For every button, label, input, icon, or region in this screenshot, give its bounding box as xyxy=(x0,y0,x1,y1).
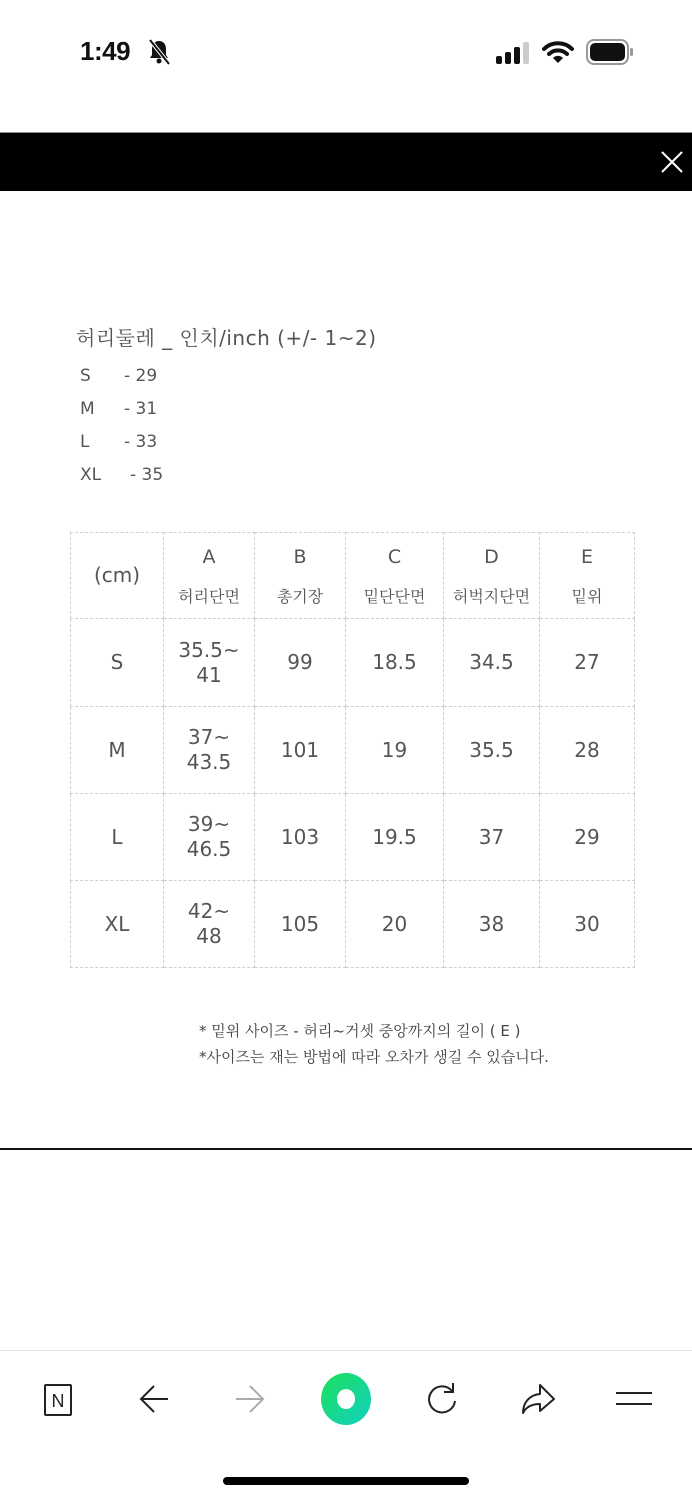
range-start: 37~ xyxy=(187,725,231,749)
menu-icon xyxy=(614,1379,654,1419)
waist-row xyxy=(80,399,280,432)
cell-c: 19 xyxy=(346,707,444,794)
naver-n-icon xyxy=(43,1379,73,1419)
arrow-right-icon xyxy=(232,1381,268,1417)
note-rise: * 밑위 사이즈 - 허리~거셋 중앙까지의 길이 ( E ) xyxy=(199,1022,521,1040)
waist-size: M xyxy=(80,399,95,419)
waist-size: L xyxy=(80,432,90,452)
table-row xyxy=(71,707,635,794)
size-cell: XL xyxy=(71,881,164,968)
range-start: 35.5~ xyxy=(178,637,240,662)
range-end: 46.5 xyxy=(186,837,232,861)
column-label: 밑단단면 xyxy=(363,586,426,606)
cell-c: 20 xyxy=(346,881,444,968)
range-start: 39~ xyxy=(187,812,231,836)
bell-slash-icon xyxy=(147,38,171,66)
cell-a xyxy=(164,707,255,794)
svg-text:N: N xyxy=(51,1391,65,1411)
cell-b: 99 xyxy=(255,619,346,707)
note-measurement: *사이즈는 재는 방법에 따라 오차가 생길 수 있습니다. xyxy=(199,1048,549,1066)
cell-b: 103 xyxy=(255,794,346,881)
share-button[interactable] xyxy=(510,1371,566,1427)
size-cell: L xyxy=(71,794,164,881)
size-table xyxy=(70,532,635,968)
waist-row xyxy=(80,432,280,465)
table-row xyxy=(71,794,635,881)
green-dot-button[interactable] xyxy=(318,1371,374,1427)
waist-size: S xyxy=(80,366,91,386)
cell-c: 18.5 xyxy=(346,619,444,707)
column-letter: E xyxy=(580,545,593,568)
status-bar xyxy=(0,0,692,100)
cell-a xyxy=(164,881,255,968)
wifi-icon xyxy=(542,40,574,64)
range-end: 41 xyxy=(196,662,222,687)
modal-header-bar xyxy=(0,132,692,191)
column-letter: D xyxy=(484,545,499,568)
header-cell xyxy=(346,533,444,619)
cell-e: 28 xyxy=(540,707,635,794)
range-start: 42~ xyxy=(187,899,231,923)
menu-button[interactable] xyxy=(606,1371,662,1427)
waist-value: - 29 xyxy=(124,366,158,386)
cell-b: 105 xyxy=(255,881,346,968)
reload-icon xyxy=(422,1379,462,1419)
cell-d: 38 xyxy=(444,881,540,968)
cell-d: 35.5 xyxy=(444,707,540,794)
range-end: 43.5 xyxy=(186,750,232,774)
table-row xyxy=(71,619,635,707)
size-cell: S xyxy=(71,619,164,707)
cell-e: 30 xyxy=(540,881,635,968)
arrow-left-icon xyxy=(136,1381,172,1417)
cell-a xyxy=(164,619,255,707)
cell-b: 101 xyxy=(255,707,346,794)
share-icon xyxy=(518,1379,558,1419)
green-dot-icon xyxy=(319,1372,373,1426)
browser-toolbar xyxy=(0,1351,692,1446)
waist-row xyxy=(80,465,280,498)
cell-e: 29 xyxy=(540,794,635,881)
close-icon[interactable] xyxy=(660,150,684,174)
unit-cell xyxy=(71,533,164,619)
range-end: 48 xyxy=(196,924,222,948)
unit-label: (cm) xyxy=(93,563,141,587)
waist-title: 허리둘레 _ 인치/inch (+/- 1~2) xyxy=(76,326,377,350)
column-label: 총기장 xyxy=(276,586,324,606)
home-indicator[interactable] xyxy=(223,1477,469,1485)
column-label: 밑위 xyxy=(571,586,603,606)
cell-e: 27 xyxy=(540,619,635,707)
waist-value: - 31 xyxy=(124,399,158,419)
header-cell xyxy=(164,533,255,619)
column-letter: B xyxy=(293,545,307,568)
forward-button[interactable] xyxy=(222,1371,278,1427)
cell-a xyxy=(164,794,255,881)
column-label: 허벅지단면 xyxy=(452,586,531,606)
column-letter: C xyxy=(387,545,402,568)
table-row xyxy=(71,881,635,968)
header-cell xyxy=(255,533,346,619)
status-time: 1:49 xyxy=(80,36,131,66)
waist-size: XL xyxy=(80,465,102,485)
content-divider xyxy=(0,1148,692,1150)
table-header-row xyxy=(71,533,635,619)
waist-value: - 35 xyxy=(130,465,164,485)
cell-d: 34.5 xyxy=(444,619,540,707)
cell-c: 19.5 xyxy=(346,794,444,881)
waist-row xyxy=(80,366,280,399)
header-cell xyxy=(444,533,540,619)
cellular-signal-icon xyxy=(496,42,532,64)
back-button[interactable] xyxy=(126,1371,182,1427)
header-cell xyxy=(540,533,635,619)
size-cell: M xyxy=(71,707,164,794)
battery-icon xyxy=(586,39,634,65)
column-letter: A xyxy=(202,545,216,568)
waist-value: - 33 xyxy=(124,432,158,452)
notes xyxy=(199,1018,549,1070)
naver-home-button[interactable] xyxy=(30,1371,86,1427)
waist-list xyxy=(80,366,280,498)
column-label: 허리단면 xyxy=(178,586,240,606)
cell-d: 37 xyxy=(444,794,540,881)
reload-button[interactable] xyxy=(414,1371,470,1427)
